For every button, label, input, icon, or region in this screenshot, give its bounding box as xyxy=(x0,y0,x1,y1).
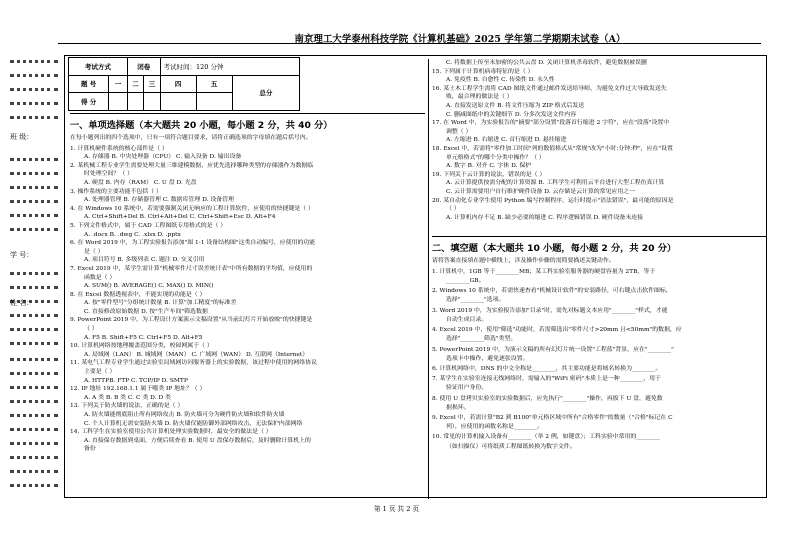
dotted-line xyxy=(10,158,58,161)
question xyxy=(70,265,425,291)
score-cell[interactable] xyxy=(160,93,196,111)
title-rule xyxy=(58,43,761,44)
question xyxy=(432,287,767,305)
question xyxy=(432,119,767,145)
question-stem: 8. 使用 U 盘拷贝实验室的实验数据后，应先执行"________"操作，再拔下 U 盘，避免数 xyxy=(432,395,663,402)
question-stem: 19. 下列关于云计算的说法，错误的是（ ） xyxy=(432,171,546,178)
question-options: A. SUM() B. AVERAGE() C. MAX() D. MIN() xyxy=(84,283,214,290)
question-options: A. Ctrl+Shift+Del B. Ctrl+Alt+Del C. Ctrl+Shift+Esc D. Alt+F4 xyxy=(84,214,276,221)
question xyxy=(70,222,425,239)
question xyxy=(432,145,767,171)
question xyxy=(70,385,425,402)
question-options: A. 免疫性 B. 自愈性 C. 传染性 D. 永久性 xyxy=(446,77,555,84)
question-stem: 1. 计算机中，1GB 等于________MB；某工科实验室服务器的硬盘容量为 2TB，等于 xyxy=(432,268,656,275)
dotted-line xyxy=(10,484,58,487)
question xyxy=(432,414,767,432)
question-stem-cont: 败，最合理的做法是（ ） xyxy=(446,94,513,101)
question-options: A. 直接发送原文件 B. 将文件压缩为 ZIP 格式后发送 xyxy=(446,102,585,109)
question-options: A. 计算机内存不足 B. 缺少必要的缩进 C. 程序逻辑错误 D. 硬件设备未连接 xyxy=(446,214,644,221)
section2-intro: 请将答案直接填在题中横线上，涉及操作步骤的需简要描述关键动作。 xyxy=(432,258,615,265)
question-stem: 4. Excel 2019 中，使用"筛选"功能时，若需筛选出"零件尺寸>20mm 且<50mm"的数据，应 xyxy=(432,327,682,334)
dotted-line xyxy=(10,470,58,473)
exam-time: 考试时间：120 分钟 xyxy=(160,58,299,76)
question xyxy=(432,197,767,223)
question-stem-cont: 据损坏。 xyxy=(446,404,470,411)
binding-margin xyxy=(10,58,58,488)
question xyxy=(432,326,767,344)
class-field xyxy=(10,132,33,142)
question-options: C. 删减图纸中的关键细节 D. 分多次发送文件内容 xyxy=(446,111,577,118)
question xyxy=(432,85,767,119)
question-options: A. 云计算提供按需分配的计算资源 B. 工科学生可利用云平台进行大型工程仿真计算 xyxy=(446,180,665,187)
question xyxy=(70,188,425,205)
question xyxy=(70,162,425,188)
question-options: A. 处理器管理 B. 存储器管理 C. 数据库管理 D. 设备管理 xyxy=(84,197,234,204)
id-label: 学 号： xyxy=(10,251,34,259)
question-stem-cont: 选择"________"选项。 xyxy=(446,297,505,304)
question-stem: 9. Excel 中，若需计算"B2 到 B100"单元格区域中所有"合格零件"的数量（"合格"标记在 C xyxy=(432,414,673,421)
dotted-line xyxy=(10,286,58,289)
section1-questions xyxy=(70,145,425,454)
question-stem-cont: ________GB。 xyxy=(446,278,485,285)
right-column xyxy=(432,59,767,453)
score-cell[interactable] xyxy=(127,93,143,111)
question xyxy=(70,316,425,342)
question-stem: 6. 计算机网络中，DNS 的中文全称是________，其主要功能是将域名转换为________。 xyxy=(432,365,662,372)
question-options: A. 左缩进 B. 右缩进 C. 首行缩进 D. 悬挂缩进 xyxy=(446,137,567,144)
question xyxy=(432,365,767,374)
question-stem: 7. Excel 2019 中，某学生需计算"机械零件尺寸误差统计表"中所有数据的平均值，应使用的 xyxy=(70,265,313,272)
question-options: A. 数字 B. 对齐 C. 字体 D. 保护 xyxy=(446,163,532,170)
col-2: 二 xyxy=(127,75,143,93)
dotted-line xyxy=(10,456,58,459)
question-stem-cont: 选项卡中操作，避免逐张设置。 xyxy=(446,355,529,362)
question-stem: 5. 下列文件格式中，属于 CAD 工程图纸专用格式的是（ ） xyxy=(70,222,227,229)
dotted-line xyxy=(10,88,58,91)
question-stem: 16. 某土木工程学生需将 CAD 图纸文件通过邮件发送给导师，为避免文件过大导致发送失 xyxy=(432,85,667,92)
name-field xyxy=(10,298,33,308)
question-options: A. F5 B. Shift+F5 C. Ctrl+F5 D. Alt+F5 xyxy=(84,334,203,341)
question-stem: 1. 计算机硬件系统的核心部件是（ ） xyxy=(70,145,168,152)
id-field xyxy=(10,250,33,260)
exam-form-value: 闭卷 xyxy=(127,58,160,76)
question xyxy=(70,291,425,317)
section2-heading: 二、填空题（本大题共 10 小题，每小题 2 分，共 20 分） xyxy=(432,236,767,254)
question-stem: 12. IP 地址 192.168.1.1 属于哪类 IP 地址？（ ） xyxy=(70,386,206,393)
question xyxy=(70,239,425,265)
dotted-line xyxy=(10,358,58,361)
question-options: A. 直接保存数据到桌面，方便后续查看 B. 使用 U 盘保存数据后，及时删除计算机上的 xyxy=(84,437,311,444)
total-label: 总分 xyxy=(232,75,299,110)
question xyxy=(432,268,767,286)
col-3: 三 xyxy=(144,75,160,93)
dotted-line xyxy=(10,414,58,417)
question-stem: 3. 操作系统的主要功能不包括（ ） xyxy=(70,188,162,195)
question-stem-cont: 选择"________筛选"类型。 xyxy=(446,336,517,343)
section1-questions-continued xyxy=(432,59,767,222)
section2-questions xyxy=(432,268,767,452)
dotted-line xyxy=(10,116,58,119)
question-options: C. 个人计算机无需安装防火墙 D. 防火墙仅能防御外部网络攻击，无法保护内部网络 xyxy=(84,420,303,427)
question-stem: 2. 某机械工程专业学生需要处理大量三维建模数据，应优先选择哪种类型的存储器作为数据临 xyxy=(70,162,314,169)
col-4: 四 xyxy=(160,75,196,93)
question-stem: 3. Word 2019 中，为实验报告添加"目录"时，需先对标题文本应用"________"样式，才能 xyxy=(432,307,668,314)
dotted-line xyxy=(10,314,58,317)
dotted-line xyxy=(10,272,58,275)
question xyxy=(432,346,767,364)
dotted-line xyxy=(10,328,58,331)
question-stem-cont: （如扫描仪）可将纸质工程图纸转换为数字文件。 xyxy=(446,443,576,450)
score-cell[interactable] xyxy=(196,93,232,111)
question xyxy=(70,342,425,359)
question-stem: 10. 计算机网络按地理覆盖范围分类，校园网属于（ ） xyxy=(70,343,213,350)
question-options: A. 局域网（LAN） B. 城域网（MAN） C. 广域网（WAN） D. 互联网（Internet） xyxy=(84,351,309,358)
question-options: C. 直接修改原始数据 D. 按"生产车间"筛选数据 xyxy=(84,308,208,315)
dotted-line xyxy=(10,74,58,77)
score-table xyxy=(68,57,300,111)
dotted-line xyxy=(10,442,58,445)
score-label: 得 分 xyxy=(69,93,109,111)
question-options: C. 将数据上传至未加密的公共云盘 D. 关闭计算机杀毒软件，避免数据被误删 xyxy=(446,60,647,66)
question-options: A. 存储器 B. 中央处理器（CPU） C. 输入设备 D. 输出设备 xyxy=(84,154,242,161)
left-column xyxy=(70,113,425,454)
col-1: 一 xyxy=(109,75,128,93)
column-divider xyxy=(428,59,429,499)
question-number-label: 题 号 xyxy=(69,75,109,93)
question xyxy=(432,395,767,413)
class-label: 班 级： xyxy=(10,133,34,141)
question-options: C. 云计算需要用户自行维护硬件设备 D. 云存储是云计算的常见应用之一 xyxy=(446,188,635,195)
question-stem-cont: 自动生成目录。 xyxy=(446,316,488,323)
question-stem-cont: 是（ ） xyxy=(84,248,104,255)
dotted-line xyxy=(10,102,58,105)
question-stem: 7. 某学生在实验室连接无线网络时，需输入的"WiFi 密码"本质上是一种________，用于 xyxy=(432,376,661,383)
question-stem-cont: 单元格格式"的哪个分类中操作？（ ） xyxy=(446,154,545,161)
dotted-line xyxy=(10,228,58,231)
question xyxy=(70,428,425,454)
question-stem-cont: （ ） xyxy=(84,326,98,333)
dotted-line xyxy=(10,428,58,431)
question xyxy=(70,402,425,428)
question-options: A. 项目符号 B. 多级列表 C. 题注 D. 交叉引用 xyxy=(84,257,205,264)
question-stem: 15. 下列属于计算机病毒特征的是（ ） xyxy=(432,68,534,75)
question-options: A. A 类 B. B 类 C. C 类 D. D 类 xyxy=(84,394,171,401)
question-stem: 2. Windows 10 系统中，若需快速查看"机械设计软件"的安装路径，可右键点击软件图标， xyxy=(432,288,672,295)
question-stem: 10. 常见的计算机输入设备有________（举 2 例，如键盘）；工科实验中常用的________ xyxy=(432,434,660,441)
dotted-line xyxy=(10,386,58,389)
question-stem: 11. 某电气工程专业学生通过实验室局域网访问服务器上的实验数据，该过程中使用的网络协议 xyxy=(70,360,317,367)
dotted-line xyxy=(10,342,58,345)
dotted-line xyxy=(10,60,58,63)
page-title: 南京理工大学泰州科技学院《计算机基础》2025 学年第二学期期末试卷（A） xyxy=(294,34,626,45)
question xyxy=(70,359,425,385)
question-stem: 14. 工科学生在实验室使用公共计算机处理实验数据时，最安全的做法是（ ） xyxy=(70,429,272,436)
question xyxy=(432,307,767,325)
question-stem: 17. 在 Word 中，为实验报告的"摘要"部分设置"段落首行缩进 2 字符"，应在"段落"设置中 xyxy=(432,120,670,127)
question-stem: 9. PowerPoint 2019 中，为工程设计方案演示文稿设置"从当前幻灯片开始放映"的快捷键是 xyxy=(70,317,313,324)
question-stem-cont: 主要是（ ） xyxy=(84,369,116,376)
question xyxy=(70,205,425,222)
question-options: A. 按"零件型号"分组统计数量 B. 计算"加工精度"的标准差 xyxy=(84,300,237,307)
question-stem: 18. Excel 中，若需将"零件加工时间"列的数值格式从"常规"改为"小时:分钟:秒"，应在"设置 xyxy=(432,145,673,152)
dotted-line xyxy=(10,200,58,203)
question xyxy=(432,59,767,68)
name-label: 姓 名： xyxy=(10,299,34,307)
question xyxy=(432,68,767,85)
dotted-line xyxy=(10,186,58,189)
question-stem-cont: 函数是（ ） xyxy=(84,274,116,281)
question-stem: 6. 在 Word 2019 中，为工程实验报告添加"图 1-1 设备结构图"这类自动编号，应使用的功能 xyxy=(70,240,316,247)
question-stem: 13. 下列关于防火墙的说法，正确的是（ ） xyxy=(70,403,184,410)
page-footer: 第 1 页 共 2 页 xyxy=(373,505,420,513)
dotted-line xyxy=(10,214,58,217)
question xyxy=(432,171,767,197)
question-stem-cont: 验证用户身份。 xyxy=(446,385,488,392)
question-stem-cont: 列），应使用的函数名称是________。 xyxy=(446,424,544,431)
dotted-line xyxy=(10,172,58,175)
question-stem-cont: 时处理空间？（ ） xyxy=(84,171,133,178)
question-options: A. .docx B. .dwg C. .xlsx D. .pptx xyxy=(84,231,181,238)
question-options: 备份 xyxy=(84,446,96,453)
question xyxy=(70,145,425,162)
score-cell[interactable] xyxy=(144,93,160,111)
question-stem: 4. 在 Windows 10 系统中，若需要强制关闭无响应的工程计算软件，应使用的快捷键是（ ） xyxy=(70,205,314,212)
question-options: A. 硬盘 B. 内存（RAM） C. U 盘 D. 光盘 xyxy=(84,179,197,186)
question-stem-cont: 调整（ ） xyxy=(446,128,472,135)
score-cell[interactable] xyxy=(109,93,128,111)
dotted-line xyxy=(10,400,58,403)
col-5: 五 xyxy=(196,75,232,93)
section1-intro: 在每小题列出的四个选项中，只有一项符合题目要求，请将正确选项的字母填在题后括号内。 xyxy=(70,135,312,141)
question xyxy=(432,433,767,451)
section1-heading: 一、单项选择题（本大题共 20 小题，每小题 2 分，共 40 分） xyxy=(70,113,425,131)
question-stem-cont: （ ） xyxy=(446,206,460,213)
question-options: A. HTTPB. FTP C. TCP/IP D. SMTP xyxy=(84,377,188,384)
question-stem: 8. 在 Excel 数据透视表中，不能实现的功能是（ ） xyxy=(70,291,206,298)
question-stem: 5. PowerPoint 2019 中，为演示文稿的所有幻灯片统一设置"工程蓝"背景，应在"________" xyxy=(432,346,674,353)
question-stem: 20. 某自动化专业学生使用 Python 编写控制程序，运行时提示"语法错误"，最可能的原因是 xyxy=(432,197,674,204)
question-options: A. 防火墙能彻底阻止所有网络攻击 B. 防火墙可分为硬件防火墙和软件防火墙 xyxy=(84,412,285,418)
exam-form-label: 考试方式 xyxy=(69,58,128,76)
dotted-line xyxy=(10,372,58,375)
question xyxy=(432,375,767,393)
